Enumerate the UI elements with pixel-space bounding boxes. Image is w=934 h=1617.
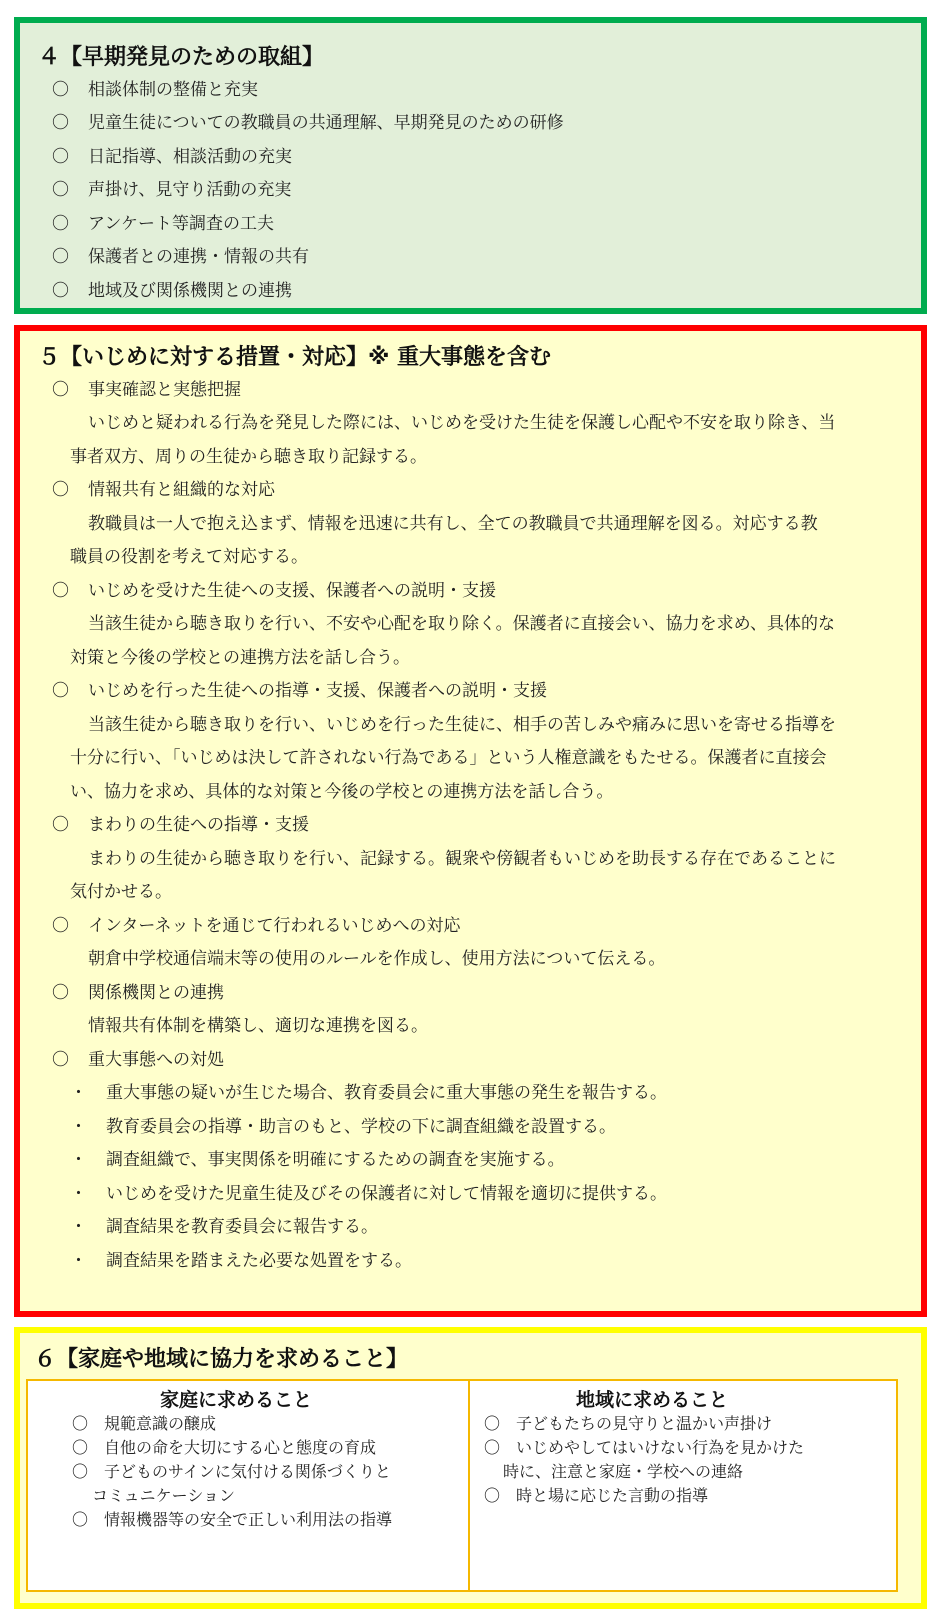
circle-mark-icon: 〇 <box>52 180 69 200</box>
section-5-item-body: いじめと疑われる行為を発見した際には、いじめを受けた生徒を保護し心配や不安を取り除き、当 <box>88 413 836 433</box>
section-5-item-body: い、協力を求め、具体的な対策と今後の学校との連携方法を話し合う。 <box>70 782 614 802</box>
section-5-item-title: 情報共有と組織的な対応 <box>88 480 275 500</box>
section-5-item-body: 気付かせる。 <box>70 882 172 902</box>
section-5-item-body: 対策と今後の学校との連携方法を話し合う。 <box>70 648 410 668</box>
home-item: 〇 規範意識の醸成 <box>72 1414 217 1433</box>
circle-mark-icon: 〇 <box>52 247 69 267</box>
section-5-item-body: 当該生徒から聴き取りを行い、いじめを行った生徒に、相手の苦しみや痛みに思いを寄せる指導を <box>88 715 836 735</box>
circle-mark-icon: 〇 <box>52 113 69 133</box>
community-item: 〇 子どもたちの見守りと温かい声掛け <box>484 1414 773 1433</box>
bullet-dot-icon: ・ <box>70 1184 87 1204</box>
bullet-dot-icon: ・ <box>70 1251 87 1271</box>
section-4-item: 保護者との連携・情報の共有 <box>88 247 309 267</box>
serious-case-step: 調査結果を教育委員会に報告する。 <box>106 1217 378 1237</box>
section-5-item-title: 重大事態への対処 <box>88 1050 224 1070</box>
home-item: コミュニケーション <box>92 1486 236 1505</box>
serious-case-step: 重大事態の疑いが生じた場合、教育委員会に重大事態の発生を報告する。 <box>106 1083 667 1103</box>
serious-case-step: いじめを受けた児童生徒及びその保護者に対して情報を適切に提供する。 <box>106 1184 667 1204</box>
community-item: 〇 いじめやしてはいけない行為を見かけた <box>484 1438 805 1457</box>
circle-mark-icon: 〇 <box>52 916 69 936</box>
section-4-item: 相談体制の整備と充実 <box>88 80 258 100</box>
bullet-dot-icon: ・ <box>70 1083 87 1103</box>
circle-mark-icon: 〇 <box>52 815 69 835</box>
section-5-item-body: 十分に行い、「いじめは決して許されない行為である」という人権意識をもたせる。保護者に直接会 <box>70 748 827 768</box>
section-5-item-body: 職員の役割を考えて対応する。 <box>70 547 308 567</box>
section-5-item-title: 関係機関との連携 <box>88 983 224 1003</box>
serious-case-step: 調査組織で、事実関係を明確にするための調査を実施する。 <box>106 1150 565 1170</box>
circle-mark-icon: 〇 <box>52 147 69 167</box>
circle-mark-icon: 〇 <box>52 581 69 601</box>
section-5-item-body: 事者双方、周りの生徒から聴き取り記録する。 <box>70 447 427 467</box>
section-5-item-title: インターネットを通じて行われるいじめへの対応 <box>88 916 461 936</box>
home-item: 〇 自他の命を大切にする心と態度の育成 <box>72 1438 377 1457</box>
bullet-dot-icon: ・ <box>70 1150 87 1170</box>
section-5-item-title: いじめを行った生徒への指導・支援、保護者への説明・支援 <box>88 681 547 701</box>
section-4-heading: ４【早期発見のための取組】 <box>38 45 325 70</box>
section-5-item-body: まわりの生徒から聴き取りを行い、記録する。観衆や傍観者もいじめを助長する存在であることに <box>88 849 836 869</box>
home-item: 〇 情報機器等の安全で正しい利用法の指導 <box>72 1510 393 1529</box>
section-5-item-body: 教職員は一人で抱え込まず、情報を迅速に共有し、全ての教職員で共通理解を図る。対応する教 <box>88 514 818 534</box>
circle-mark-icon: 〇 <box>52 1050 69 1070</box>
circle-mark-icon: 〇 <box>52 214 69 234</box>
section-4-item: 声掛け、見守り活動の充実 <box>88 180 292 200</box>
circle-mark-icon: 〇 <box>52 281 69 301</box>
bullet-dot-icon: ・ <box>70 1217 87 1237</box>
community-item: 〇 時と場に応じた言動の指導 <box>484 1486 709 1505</box>
circle-mark-icon: 〇 <box>52 80 69 100</box>
circle-mark-icon: 〇 <box>52 480 69 500</box>
home-column-title: 家庭に求めること <box>160 1389 313 1411</box>
circle-mark-icon: 〇 <box>52 380 69 400</box>
section-4-item: アンケート等調査の工夫 <box>88 214 274 234</box>
section-5-item-body: 朝倉中学校通信端末等の使用のルールを作成し、使用方法について伝える。 <box>88 949 666 969</box>
section-5-item-title: 事実確認と実態把握 <box>88 380 241 400</box>
section-4-item: 地域及び関係機関との連携 <box>88 281 292 301</box>
section-5-item-title: まわりの生徒への指導・支援 <box>88 815 309 835</box>
bullet-dot-icon: ・ <box>70 1117 87 1137</box>
home-item: 〇 子どものサインに気付ける関係づくりと <box>72 1462 391 1481</box>
section-5-item-title: いじめを受けた生徒への支援、保護者への説明・支援 <box>88 581 496 601</box>
serious-case-step: 調査結果を踏まえた必要な処置をする。 <box>106 1251 412 1271</box>
section-5-item-body: 情報共有体制を構築し、適切な連携を図る。 <box>88 1016 428 1036</box>
section-4-item: 児童生徒についての教職員の共通理解、早期発見のための研修 <box>88 113 564 133</box>
community-column-title: 地域に求めること <box>576 1389 729 1411</box>
circle-mark-icon: 〇 <box>52 983 69 1003</box>
section-5-heading: ５【いじめに対する措置・対応】※ 重大事態を含む <box>38 345 552 370</box>
section-5-item-body: 当該生徒から聴き取りを行い、不安や心配を取り除く。保護者に直接会い、協力を求め、具体的な <box>88 614 835 634</box>
table-divider <box>468 1379 470 1592</box>
serious-case-step: 教育委員会の指導・助言のもと、学校の下に調査組織を設置する。 <box>106 1117 616 1137</box>
section-4-item: 日記指導、相談活動の充実 <box>88 147 292 167</box>
circle-mark-icon: 〇 <box>52 681 69 701</box>
section-6-heading: ６【家庭や地域に協力を求めること】 <box>34 1347 409 1372</box>
community-item: 時に、注意と家庭・学校への連絡 <box>503 1462 744 1481</box>
